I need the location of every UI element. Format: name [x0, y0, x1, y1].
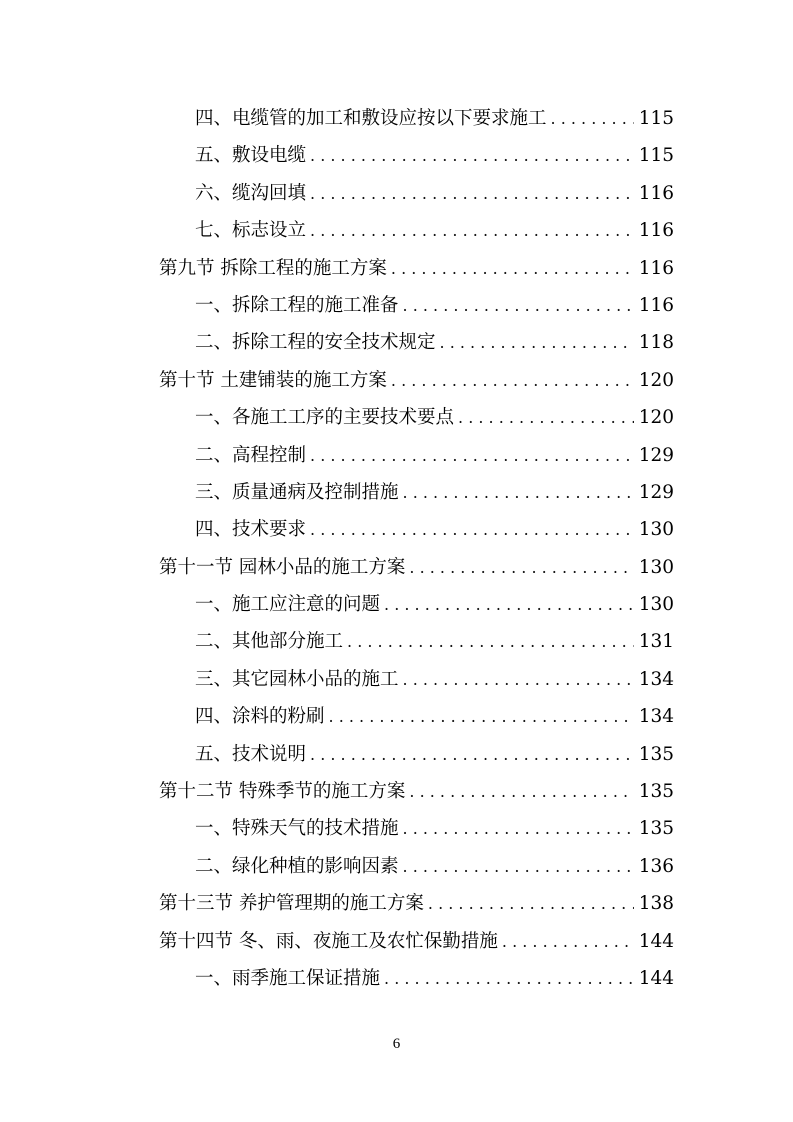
toc-dot-leader	[384, 586, 634, 623]
toc-entry-page-number: 116	[638, 182, 674, 204]
toc-entry-label: 三、其它园林小品的施工	[195, 668, 399, 690]
toc-entry-page-number: 134	[638, 706, 674, 728]
toc-entry-page-number: 116	[638, 220, 674, 242]
toc-dot-leader	[310, 736, 634, 773]
toc-entry-label: 二、高程控制	[195, 444, 307, 466]
toc-dot-leader	[502, 923, 634, 960]
toc-section-entry[interactable]	[0, 250, 793, 287]
toc-entry-page-number: 116	[638, 294, 674, 316]
toc-dot-leader	[403, 474, 634, 511]
toc-dot-leader	[409, 773, 634, 810]
toc-entry-page-number: 131	[638, 631, 674, 653]
toc-entry-page-number: 115	[638, 108, 674, 129]
toc-subsection-entry[interactable]	[0, 810, 793, 847]
toc-entry-label: 第九节 拆除工程的施工方案	[159, 257, 387, 279]
toc-subsection-entry[interactable]	[0, 736, 793, 773]
toc-entry-label: 一、各施工工序的主要技术要点	[195, 407, 455, 429]
toc-entry-label: 第十节 土建铺装的施工方案	[159, 369, 387, 391]
toc-dot-leader	[403, 661, 634, 698]
toc-subsection-entry[interactable]	[0, 511, 793, 548]
toc-dot-leader	[391, 250, 634, 287]
toc-entry-label: 第十一节 园林小品的施工方案	[159, 556, 406, 578]
toc-entry-page-number: 116	[638, 257, 674, 279]
toc-entry-page-number: 130	[638, 519, 674, 541]
toc-entry-page-number: 138	[638, 893, 674, 915]
toc-dot-leader	[347, 623, 634, 660]
toc-subsection-entry[interactable]	[0, 399, 793, 436]
toc-subsection-entry[interactable]	[0, 100, 793, 137]
toc-dot-leader	[310, 511, 634, 548]
toc-entry-label: 五、敷设电缆	[195, 145, 307, 167]
toc-entry-page-number: 130	[638, 594, 674, 616]
toc-subsection-entry[interactable]	[0, 586, 793, 623]
toc-entry-label: 一、拆除工程的施工准备	[195, 294, 399, 316]
toc-dot-leader	[458, 399, 634, 436]
toc-subsection-entry[interactable]	[0, 698, 793, 735]
toc-entry-label: 六、缆沟回填	[195, 182, 307, 204]
toc-entry-page-number: 135	[638, 781, 674, 803]
toc-entry-label: 第十四节 冬、雨、夜施工及农忙保勤措施	[159, 930, 498, 952]
toc-entry-label: 二、拆除工程的安全技术规定	[195, 332, 436, 354]
toc-subsection-entry[interactable]	[0, 287, 793, 324]
toc-section-entry[interactable]	[0, 362, 793, 399]
toc-entry-label: 第十二节 特殊季节的施工方案	[159, 781, 406, 803]
toc-dot-leader	[440, 324, 634, 361]
toc-section-entry[interactable]	[0, 923, 793, 960]
toc-entry-page-number: 129	[638, 481, 674, 503]
toc-subsection-entry[interactable]	[0, 474, 793, 511]
toc-entry-label: 四、技术要求	[195, 519, 307, 541]
toc-entry-page-number: 118	[638, 332, 674, 354]
toc-entry-label: 四、电缆管的加工和敷设应按以下要求施工	[195, 108, 547, 129]
toc-dot-leader	[310, 137, 634, 174]
toc-entry-label: 一、雨季施工保证措施	[195, 967, 381, 989]
toc-dot-leader	[428, 885, 634, 922]
toc-subsection-entry[interactable]	[0, 960, 793, 997]
toc-subsection-entry[interactable]	[0, 623, 793, 660]
table-of-contents	[0, 100, 793, 997]
toc-entry-page-number: 129	[638, 444, 674, 466]
toc-entry-label: 三、质量通病及控制措施	[195, 481, 399, 503]
toc-entry-page-number: 144	[638, 930, 674, 952]
toc-entry-page-number: 135	[638, 743, 674, 765]
toc-entry-label: 二、绿化种植的影响因素	[195, 855, 399, 877]
toc-entry-label: 一、特殊天气的技术措施	[195, 818, 399, 840]
toc-entry-label: 二、其他部分施工	[195, 631, 344, 653]
toc-subsection-entry[interactable]	[0, 661, 793, 698]
toc-dot-leader	[310, 175, 634, 212]
toc-entry-page-number: 135	[638, 818, 674, 840]
toc-dot-leader	[403, 848, 634, 885]
toc-subsection-entry[interactable]	[0, 437, 793, 474]
toc-subsection-entry[interactable]	[0, 137, 793, 174]
toc-entry-page-number: 134	[638, 668, 674, 690]
toc-dot-leader	[403, 287, 634, 324]
toc-section-entry[interactable]	[0, 885, 793, 922]
toc-dot-leader	[391, 362, 634, 399]
toc-dot-leader	[329, 698, 634, 735]
toc-dot-leader	[310, 437, 634, 474]
toc-subsection-entry[interactable]	[0, 324, 793, 361]
toc-entry-page-number: 115	[638, 145, 674, 167]
toc-entry-page-number: 130	[638, 556, 674, 578]
toc-dot-leader	[409, 549, 634, 586]
toc-entry-page-number: 120	[638, 407, 674, 429]
toc-entry-label: 一、施工应注意的问题	[195, 594, 381, 616]
toc-dot-leader	[551, 100, 634, 137]
toc-entry-page-number: 144	[638, 967, 674, 989]
toc-section-entry[interactable]	[0, 773, 793, 810]
toc-subsection-entry[interactable]	[0, 212, 793, 249]
toc-section-entry[interactable]	[0, 549, 793, 586]
toc-entry-page-number: 136	[638, 855, 674, 877]
toc-subsection-entry[interactable]	[0, 848, 793, 885]
toc-entry-label: 七、标志设立	[195, 220, 307, 242]
toc-entry-label: 五、技术说明	[195, 743, 307, 765]
toc-entry-label: 四、涂料的粉刷	[195, 706, 325, 728]
toc-dot-leader	[384, 960, 634, 997]
toc-entry-label: 第十三节 养护管理期的施工方案	[159, 893, 424, 915]
toc-dot-leader	[403, 810, 634, 847]
toc-entry-page-number: 120	[638, 369, 674, 391]
toc-subsection-entry[interactable]	[0, 175, 793, 212]
toc-dot-leader	[310, 212, 634, 249]
page-number: 6	[392, 1036, 401, 1052]
